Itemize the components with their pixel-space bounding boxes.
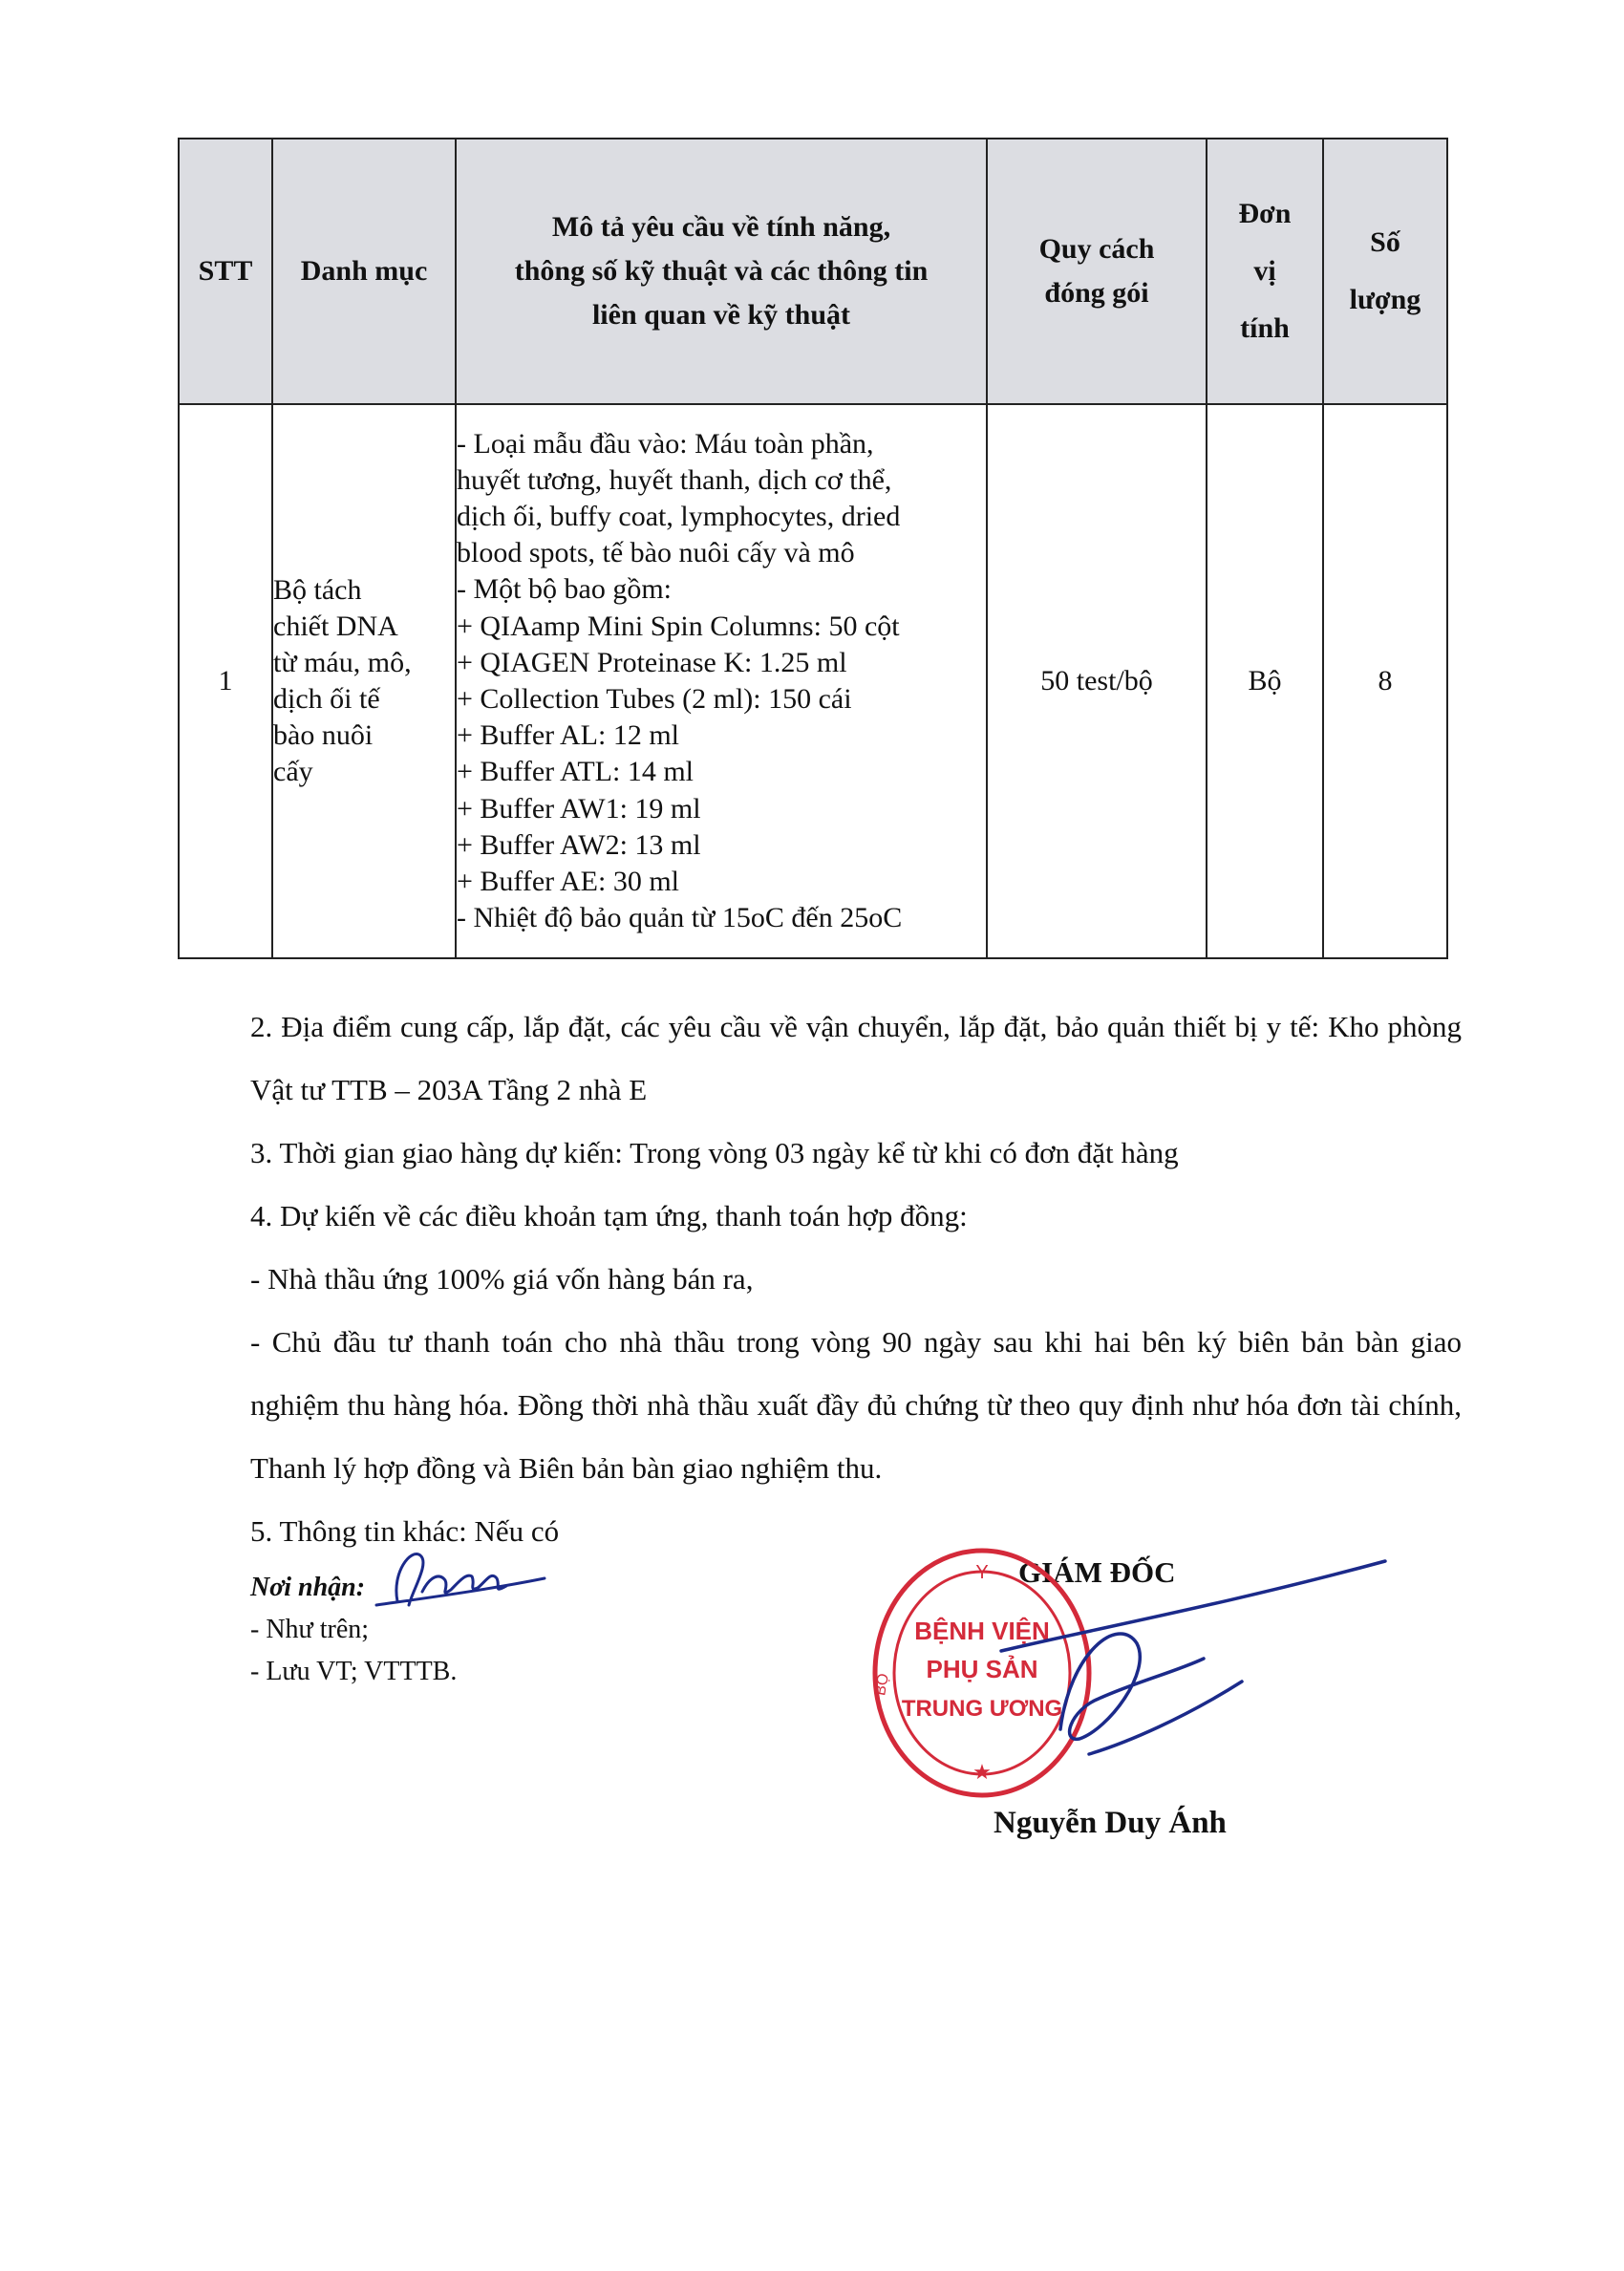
table-header-row — [179, 139, 1447, 404]
category-line: từ máu, mô, — [273, 647, 412, 678]
description-line: + Collection Tubes (2 ml): 150 cái — [457, 683, 852, 715]
cell-unit: Bộ — [1207, 404, 1323, 958]
body-section — [250, 996, 1462, 1563]
header-description — [456, 139, 987, 404]
cell-quantity: 8 — [1323, 404, 1447, 958]
description-line: + Buffer ATL: 14 ml — [457, 756, 694, 788]
seal-text-line2: PHỤ SẢN — [926, 1655, 1038, 1683]
description-line: + Buffer AL: 12 ml — [457, 719, 680, 752]
header-quantity-line: lượng — [1349, 284, 1421, 315]
director-name: Nguyễn Duy Ánh — [994, 1806, 1227, 1840]
svg-text:★: ★ — [972, 1761, 992, 1785]
header-packaging-line: đóng gói — [1044, 277, 1149, 309]
cell-category — [272, 404, 456, 958]
seal-text-left: BỘ — [872, 1672, 892, 1698]
recipients-title: Nơi nhận: — [250, 1573, 366, 1602]
header-unit-line: Đơn — [1238, 198, 1292, 229]
header-unit-line: tính — [1240, 312, 1290, 344]
paragraph-item-2: 2. Địa điểm cung cấp, lắp đặt, các yêu cầu về vận chuyển, lắp đặt, bảo quản thiết bị y tế: Kho phòng Vật tư TTB – 203A Tầng 2 nhà E — [250, 1010, 1462, 1106]
paragraph-item-4: 4. Dự kiến về các điều khoản tạm ứng, thanh toán hợp đồng: — [250, 1199, 968, 1232]
header-unit — [1207, 139, 1323, 404]
header-unit-line: vị — [1253, 255, 1276, 287]
category-line: bào nuôi — [273, 719, 374, 751]
description-line: - Nhiệt độ bảo quản từ 15oC đến 25oC — [457, 902, 903, 934]
description-line: + Buffer AW2: 13 ml — [457, 828, 701, 861]
recipient-item: - Lưu VT; VTTTB. — [250, 1657, 458, 1686]
description-line: + Buffer AE: 30 ml — [457, 866, 680, 898]
category-line: dịch ối tế — [273, 683, 380, 715]
seal-text-line3: TRUNG ƯƠNG — [901, 1696, 1063, 1722]
header-packaging — [987, 139, 1207, 404]
header-stt: STT — [179, 139, 272, 404]
initials-signature-icon — [363, 1534, 554, 1630]
paragraph-item-4b: - Chủ đầu tư thanh toán cho nhà thầu trong vòng 90 ngày sau khi hai bên ký biên bản bàn giao nghiệm thu hàng hóa. Đồng thời nhà thầu xuất đầy đủ chứng từ theo quy định như hóa đơn tài chính, Thanh lý hợp đồng và Biên bản bàn giao nghiệm thu. — [250, 1325, 1462, 1485]
specification-table — [178, 138, 1448, 959]
director-signature-icon — [994, 1538, 1395, 1768]
header-quantity — [1323, 139, 1447, 404]
table-row — [179, 404, 1447, 958]
paragraph-item-4a: - Nhà thầu ứng 100% giá vốn hàng bán ra, — [250, 1262, 754, 1296]
paragraph-item-3: 3. Thời gian giao hàng dự kiến: Trong vòng 03 ngày kể từ khi có đơn đặt hàng — [250, 1136, 1179, 1169]
description-line: dịch ối, buffy coat, lymphocytes, dried — [457, 500, 901, 532]
description-line: blood spots, tế bào nuôi cấy và mô — [457, 537, 855, 569]
header-description-line: thông số kỹ thuật và các thông tin — [514, 255, 929, 287]
description-line: - Loại mẫu đầu vào: Máu toàn phần, — [457, 427, 874, 460]
seal-text-top: Y — [975, 1562, 989, 1583]
header-quantity-line: Số — [1370, 226, 1400, 258]
cell-packaging: 50 test/bộ — [987, 404, 1207, 958]
category-line: Bộ tách — [273, 574, 362, 606]
description-line: + Buffer AW1: 19 ml — [457, 792, 701, 825]
header-description-line: liên quan về kỹ thuật — [591, 299, 851, 331]
header-packaging-line: Quy cách — [1038, 233, 1155, 265]
recipient-item: - Như trên; — [250, 1615, 370, 1644]
description-line: + QIAamp Mini Spin Columns: 50 cột — [457, 610, 900, 642]
cell-description — [456, 404, 987, 958]
description-line: huyết tương, huyết thanh, dịch cơ thể, — [457, 463, 892, 496]
paragraph-item-5: 5. Thông tin khác: Nếu có — [250, 1514, 560, 1548]
description-line: - Một bộ bao gồm: — [457, 573, 672, 606]
seal-text-line1: BỆNH VIỆN — [914, 1617, 1050, 1645]
cell-stt: 1 — [179, 404, 272, 958]
description-line: + QIAGEN Proteinase K: 1.25 ml — [457, 646, 847, 678]
director-title: GIÁM ĐỐC — [1018, 1555, 1176, 1589]
category-line: cấy — [273, 756, 313, 787]
header-category: Danh mục — [272, 139, 456, 404]
header-description-line: Mô tả yêu cầu về tính năng, — [551, 211, 891, 243]
category-line: chiết DNA — [273, 611, 398, 642]
